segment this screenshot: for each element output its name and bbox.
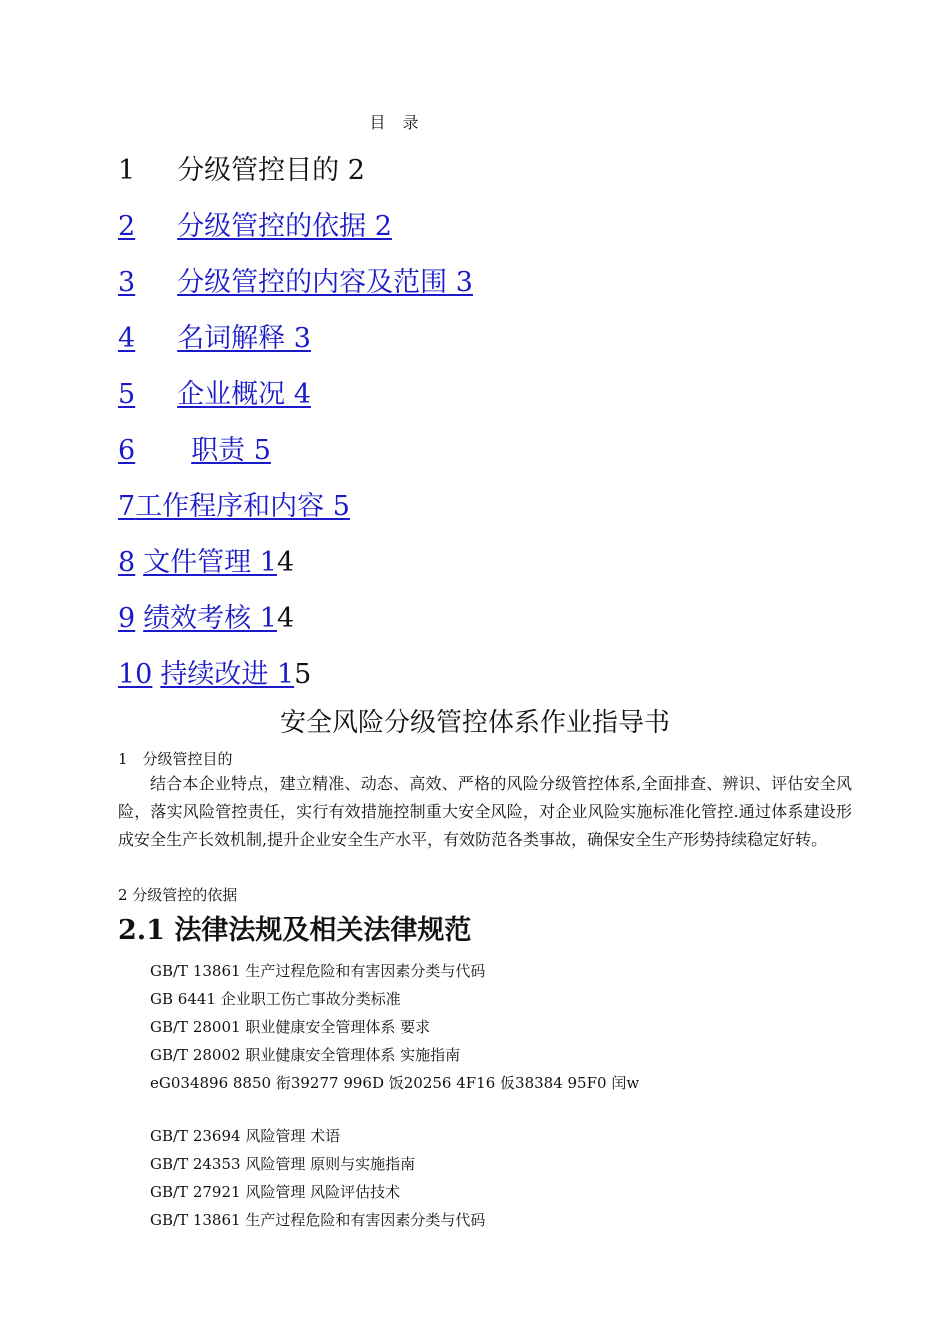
standard-item: GB/T 24353 风险管理 原则与实施指南 (150, 1155, 416, 1173)
toc-item-8[interactable] (118, 546, 294, 580)
toc-item-text: 文件管理 1 (143, 547, 277, 578)
toc-item-number: 8 (118, 547, 136, 578)
toc-item-7[interactable] (118, 490, 350, 524)
standard-item: GB 6441 企业职工伤亡事故分类标准 (150, 990, 401, 1008)
standard-item: GB/T 27921 风险管理 风险评估技术 (150, 1183, 401, 1201)
toc-item-number: 4 (118, 323, 136, 354)
toc-item-number: 7 (118, 491, 136, 522)
toc-item-number: 1 (118, 155, 136, 186)
toc-item-1 (118, 154, 365, 188)
toc-item-number: 9 (118, 603, 136, 634)
toc-item-4[interactable] (118, 322, 311, 356)
toc-item-text: 持续改进 1 (160, 659, 295, 690)
toc-item-text: 绩效考核 1 (143, 603, 277, 634)
toc-title: 目 录 (369, 113, 425, 132)
toc-item-text: 分级管控的内容及范围 3 (177, 267, 473, 298)
toc-item-text: 分级管控的依据 2 (177, 211, 392, 242)
toc-item-2[interactable] (118, 210, 392, 244)
standard-item: GB/T 13861 生产过程危险和有害因素分类与代码 (150, 962, 486, 980)
toc-item-text: 工作程序和内容 5 (135, 491, 350, 522)
toc-item-text: 职责 5 (191, 435, 271, 466)
toc-item-number: 5 (118, 379, 136, 410)
toc-item-number: 6 (118, 435, 136, 466)
section-1-body: 结合本企业特点，建立精准、动态、高效、严格的风险分级管控体系,全面排查、辨识、评估安全风险，落实风险管控责任，实行有效措施控制重大安全风险，对企业风险实施标准化管控.通过体系建设形成安全生产长效机制,提升企业安全生产水平，有效防范各类事故，确保安全生产形势持续稳定好转。 (118, 774, 852, 849)
toc-item-10[interactable] (118, 658, 311, 692)
toc-item-5[interactable] (118, 378, 311, 412)
toc-item-9[interactable] (118, 602, 294, 636)
document-title: 安全风险分级管控体系作业指导书 (279, 708, 670, 738)
standard-item: GB/T 28002 职业健康安全管理体系 实施指南 (150, 1046, 461, 1064)
toc-item-6[interactable] (118, 434, 271, 468)
toc-item-number: 10 (118, 659, 153, 690)
toc-item-text: 名词解释 3 (177, 323, 311, 354)
section-2-heading: 2 分级管控的依据 (118, 886, 238, 904)
toc-item-page-tail: 4 (276, 547, 295, 578)
toc-item-3[interactable] (118, 266, 473, 300)
toc-item-text: 企业概况 4 (177, 379, 311, 410)
toc-item-number: 2 (118, 211, 136, 242)
section-1-heading: 1 分级管控目的 (118, 750, 233, 768)
standard-item: GB/T 13861 生产过程危险和有害因素分类与代码 (150, 1211, 486, 1229)
standard-item: GB/T 28001 职业健康安全管理体系 要求 (150, 1018, 431, 1036)
toc-item-text: 分级管控目的 2 (177, 155, 365, 186)
toc-item-page-tail: 5 (294, 659, 312, 690)
toc-item-page-tail: 4 (276, 603, 295, 634)
section-2-1-heading: 2.1 法律法规及相关法律规范 (118, 915, 472, 946)
standard-item: GB/T 23694 风险管理 术语 (150, 1127, 341, 1145)
toc-item-number: 3 (118, 267, 136, 298)
standard-item: eG034896 8850 衔39277 996D 饭20256 4F16 仮38384 95F0 闰w (150, 1074, 640, 1092)
